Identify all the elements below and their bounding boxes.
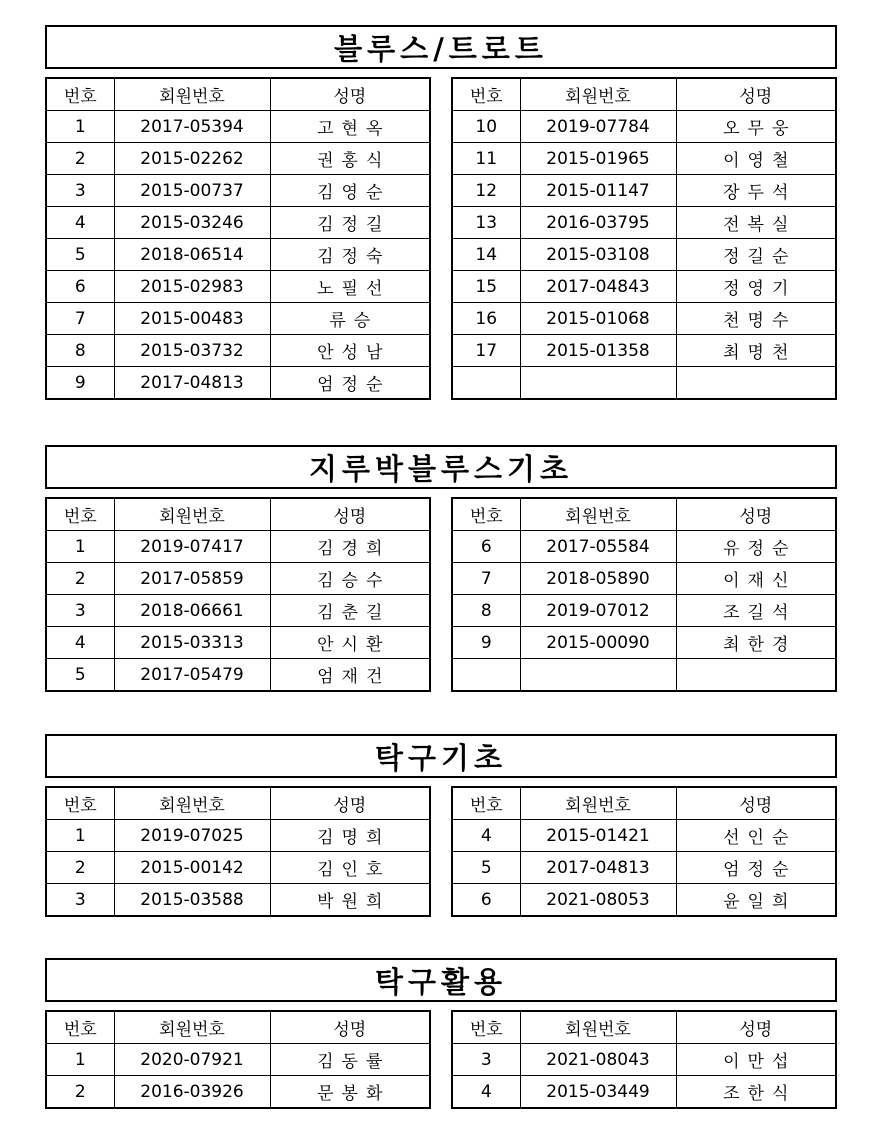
member-name: 김승수: [270, 563, 430, 595]
roster-table-left: [45, 77, 431, 400]
member-name: 김정길: [270, 207, 430, 239]
member-number: 3: [46, 884, 114, 917]
table-row: [452, 563, 836, 595]
member-number: 5: [46, 659, 114, 692]
member-id: 2015-00483: [114, 303, 270, 335]
member-name: 엄정순: [270, 367, 430, 400]
header-row: [46, 498, 430, 531]
member-name: 엄정순: [676, 852, 836, 884]
member-id: 2015-01965: [520, 143, 676, 175]
header-name: 성명: [676, 78, 836, 111]
member-name: 김영순: [270, 175, 430, 207]
member-id: 2015-01147: [520, 175, 676, 207]
member-number: 15: [452, 271, 520, 303]
header-member-id: 회원번호: [520, 78, 676, 111]
table-row: [46, 303, 430, 335]
table-row: [452, 1044, 836, 1076]
table-row: [46, 884, 430, 917]
table-row: [46, 143, 430, 175]
header-no: 번호: [452, 78, 520, 111]
header-no: 번호: [46, 787, 114, 820]
member-id: 2017-05394: [114, 111, 270, 143]
member-number: 8: [452, 595, 520, 627]
empty-cell: [520, 367, 676, 400]
table-row: [452, 207, 836, 239]
tables-row: [45, 77, 837, 400]
member-name: 윤일희: [676, 884, 836, 917]
header-row: [452, 1011, 836, 1044]
member-number: 8: [46, 335, 114, 367]
header-row: [46, 787, 430, 820]
member-name: 안성남: [270, 335, 430, 367]
header-name: 성명: [270, 498, 430, 531]
table-row: [452, 335, 836, 367]
member-number: 2: [46, 1076, 114, 1109]
table-row: [46, 531, 430, 563]
member-id: 2015-03313: [114, 627, 270, 659]
header-no: 번호: [46, 498, 114, 531]
section-title: 탁구활용: [45, 958, 837, 1002]
member-number: 4: [452, 820, 520, 852]
header-row: [46, 1011, 430, 1044]
member-id: 2020-07921: [114, 1044, 270, 1076]
table-row: [452, 627, 836, 659]
member-number: 13: [452, 207, 520, 239]
table-row: [452, 367, 836, 400]
header-row: [46, 78, 430, 111]
member-id: 2015-01421: [520, 820, 676, 852]
member-id: 2018-05890: [520, 563, 676, 595]
class-section: [45, 445, 837, 692]
member-id: 2021-08043: [520, 1044, 676, 1076]
member-name: 유정순: [676, 531, 836, 563]
member-id: 2017-05479: [114, 659, 270, 692]
empty-cell: [520, 659, 676, 692]
member-id: 2015-03588: [114, 884, 270, 917]
member-name: 권홍식: [270, 143, 430, 175]
header-name: 성명: [676, 498, 836, 531]
member-id: 2021-08053: [520, 884, 676, 917]
member-number: 7: [46, 303, 114, 335]
member-number: 14: [452, 239, 520, 271]
table-row: [46, 175, 430, 207]
table-row: [46, 659, 430, 692]
member-name: 선인순: [676, 820, 836, 852]
header-no: 번호: [46, 1011, 114, 1044]
member-number: 5: [452, 852, 520, 884]
header-name: 성명: [676, 1011, 836, 1044]
member-id: 2017-05584: [520, 531, 676, 563]
table-row: [46, 239, 430, 271]
member-id: 2015-01068: [520, 303, 676, 335]
member-number: 1: [46, 820, 114, 852]
member-id: 2019-07417: [114, 531, 270, 563]
member-name: 정영기: [676, 271, 836, 303]
table-row: [46, 367, 430, 400]
member-name: 전복실: [676, 207, 836, 239]
roster-table-right: [451, 1010, 837, 1109]
member-name: 안시환: [270, 627, 430, 659]
member-number: 12: [452, 175, 520, 207]
member-name: 장두석: [676, 175, 836, 207]
member-id: 2018-06661: [114, 595, 270, 627]
table-row: [452, 1076, 836, 1109]
member-number: 17: [452, 335, 520, 367]
member-name: 이재신: [676, 563, 836, 595]
member-name: 이영철: [676, 143, 836, 175]
member-name: 조한식: [676, 1076, 836, 1109]
member-id: 2018-06514: [114, 239, 270, 271]
tables-row: [45, 786, 837, 917]
tables-row: [45, 497, 837, 692]
member-number: 9: [46, 367, 114, 400]
roster-table-left: [45, 497, 431, 692]
member-name: 천명수: [676, 303, 836, 335]
header-row: [452, 78, 836, 111]
member-number: 10: [452, 111, 520, 143]
member-id: 2015-00142: [114, 852, 270, 884]
member-id: 2015-00090: [520, 627, 676, 659]
empty-cell: [676, 659, 836, 692]
header-no: 번호: [452, 1011, 520, 1044]
member-number: 4: [46, 207, 114, 239]
member-name: 최명천: [676, 335, 836, 367]
table-row: [452, 595, 836, 627]
table-row: [46, 271, 430, 303]
table-row: [46, 111, 430, 143]
header-member-id: 회원번호: [520, 787, 676, 820]
table-row: [452, 852, 836, 884]
member-name: 정길순: [676, 239, 836, 271]
member-name: 조길석: [676, 595, 836, 627]
member-number: 11: [452, 143, 520, 175]
class-section: [45, 958, 837, 1109]
header-member-id: 회원번호: [114, 787, 270, 820]
member-name: 김정숙: [270, 239, 430, 271]
member-name: 박원희: [270, 884, 430, 917]
table-row: [452, 271, 836, 303]
member-id: 2017-05859: [114, 563, 270, 595]
roster-table-right: [451, 786, 837, 917]
header-member-id: 회원번호: [114, 78, 270, 111]
member-id: 2015-03449: [520, 1076, 676, 1109]
member-name: 문봉화: [270, 1076, 430, 1109]
member-id: 2019-07784: [520, 111, 676, 143]
member-name: 김명희: [270, 820, 430, 852]
roster-table-left: [45, 1010, 431, 1109]
member-name: 최한경: [676, 627, 836, 659]
class-section: [45, 734, 837, 917]
member-name: 김동률: [270, 1044, 430, 1076]
table-row: [452, 143, 836, 175]
section-title: 블루스/트로트: [45, 25, 837, 69]
member-name: 엄재건: [270, 659, 430, 692]
table-row: [452, 303, 836, 335]
member-name: 이만섭: [676, 1044, 836, 1076]
member-id: 2016-03795: [520, 207, 676, 239]
header-no: 번호: [46, 78, 114, 111]
member-id: 2015-00737: [114, 175, 270, 207]
member-name: 김인호: [270, 852, 430, 884]
header-member-id: 회원번호: [114, 1011, 270, 1044]
empty-cell: [452, 659, 520, 692]
member-number: 1: [46, 111, 114, 143]
header-name: 성명: [270, 787, 430, 820]
member-number: 2: [46, 563, 114, 595]
member-number: 9: [452, 627, 520, 659]
member-id: 2017-04843: [520, 271, 676, 303]
table-row: [452, 531, 836, 563]
member-name: 류승: [270, 303, 430, 335]
table-row: [46, 335, 430, 367]
table-row: [452, 175, 836, 207]
member-name: 김춘길: [270, 595, 430, 627]
roster-table-right: [451, 497, 837, 692]
header-no: 번호: [452, 787, 520, 820]
member-name: 김경희: [270, 531, 430, 563]
member-id: 2015-03108: [520, 239, 676, 271]
member-number: 2: [46, 143, 114, 175]
member-id: 2015-01358: [520, 335, 676, 367]
table-row: [46, 207, 430, 239]
header-name: 성명: [676, 787, 836, 820]
table-row: [452, 820, 836, 852]
table-row: [46, 852, 430, 884]
member-number: 6: [46, 271, 114, 303]
member-number: 3: [46, 595, 114, 627]
member-id: 2017-04813: [114, 367, 270, 400]
roster-table-right: [451, 77, 837, 400]
member-number: 3: [46, 175, 114, 207]
header-no: 번호: [452, 498, 520, 531]
member-name: 노필선: [270, 271, 430, 303]
table-row: [46, 627, 430, 659]
roster-table-left: [45, 786, 431, 917]
table-row: [46, 595, 430, 627]
table-row: [452, 239, 836, 271]
member-id: 2019-07012: [520, 595, 676, 627]
empty-cell: [676, 367, 836, 400]
header-member-id: 회원번호: [520, 1011, 676, 1044]
member-number: 6: [452, 884, 520, 917]
member-id: 2016-03926: [114, 1076, 270, 1109]
tables-row: [45, 1010, 837, 1109]
member-number: 4: [452, 1076, 520, 1109]
section-title: 지루박블루스기초: [45, 445, 837, 489]
class-section: [45, 25, 837, 400]
member-id: 2015-02983: [114, 271, 270, 303]
header-member-id: 회원번호: [114, 498, 270, 531]
member-id: 2017-04813: [520, 852, 676, 884]
table-row: [452, 659, 836, 692]
table-row: [46, 1076, 430, 1109]
header-name: 성명: [270, 78, 430, 111]
member-number: 5: [46, 239, 114, 271]
member-number: 16: [452, 303, 520, 335]
member-number: 3: [452, 1044, 520, 1076]
empty-cell: [452, 367, 520, 400]
header-name: 성명: [270, 1011, 430, 1044]
table-row: [452, 111, 836, 143]
table-row: [452, 884, 836, 917]
member-id: 2015-02262: [114, 143, 270, 175]
member-number: 2: [46, 852, 114, 884]
header-member-id: 회원번호: [520, 498, 676, 531]
member-number: 1: [46, 531, 114, 563]
table-row: [46, 1044, 430, 1076]
member-id: 2015-03732: [114, 335, 270, 367]
member-number: 4: [46, 627, 114, 659]
member-name: 오무웅: [676, 111, 836, 143]
header-row: [452, 498, 836, 531]
member-id: 2019-07025: [114, 820, 270, 852]
header-row: [452, 787, 836, 820]
section-title: 탁구기초: [45, 734, 837, 778]
member-number: 7: [452, 563, 520, 595]
member-number: 6: [452, 531, 520, 563]
member-id: 2015-03246: [114, 207, 270, 239]
member-name: 고현옥: [270, 111, 430, 143]
table-row: [46, 820, 430, 852]
member-number: 1: [46, 1044, 114, 1076]
table-row: [46, 563, 430, 595]
